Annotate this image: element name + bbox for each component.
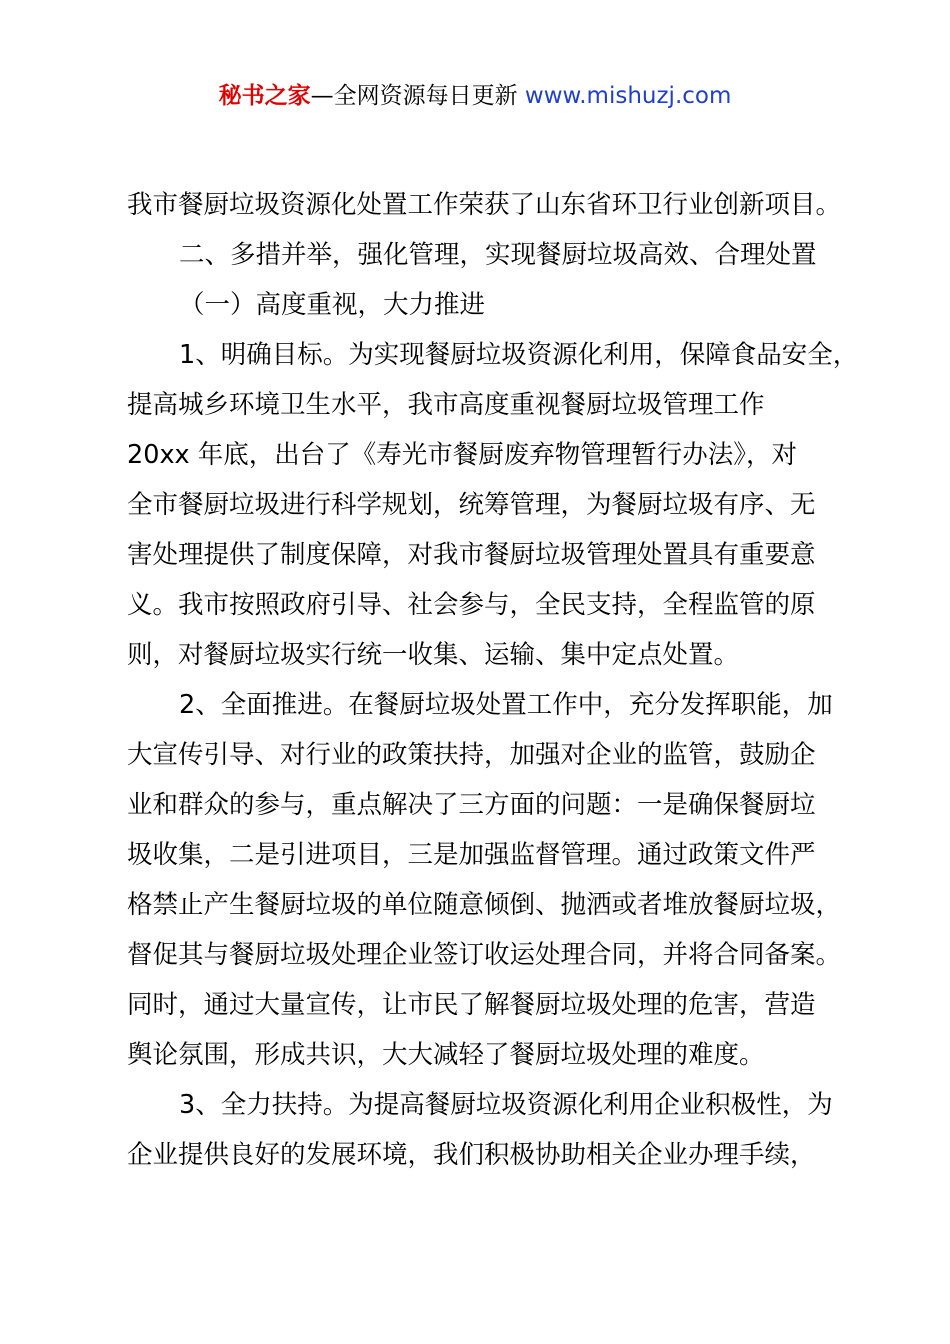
paragraph-start: 2、全面推进。在餐厨垃圾处置工作中，充分发挥职能，加 (179, 690, 833, 720)
document-body (127, 180, 862, 1180)
body-line: 企业提供良好的发展环境，我们积极协助相关企业办理手续， (127, 1140, 816, 1170)
site-header (0, 80, 950, 112)
body-line: 圾收集，二是引进项目，三是加强监督管理。通过政策文件严 (127, 840, 816, 870)
body-line: 害处理提供了制度保障，对我市餐厨垃圾管理处置具有重要意 (127, 540, 816, 570)
site-url-link[interactable]: www.mishuzj.com (524, 83, 732, 109)
site-brand: 秘书之家 (218, 83, 311, 109)
paragraph-start: 1、明确目标。为实现餐厨垃圾资源化利用，保障食品安全， (179, 340, 859, 370)
body-line: 督促其与餐厨垃圾处理企业签订收运处理合同，并将合同备案。 (127, 940, 842, 970)
body-line: 义。我市按照政府引导、社会参与，全民支持，全程监管的原 (127, 590, 816, 620)
body-line: 同时，通过大量宣传，让市民了解餐厨垃圾处理的危害，营造 (127, 990, 816, 1020)
body-line: 业和群众的参与，重点解决了三方面的问题：一是确保餐厨垃 (127, 790, 816, 820)
body-line: 格禁止产生餐厨垃圾的单位随意倾倒、抛洒或者堆放餐厨垃圾， (127, 890, 842, 920)
paragraph-start: 3、全力扶持。为提高餐厨垃圾资源化利用企业积极性，为 (179, 1090, 833, 1120)
body-line: 大宣传引导、对行业的政策扶持，加强对企业的监管，鼓励企 (127, 740, 816, 770)
body-line: 20xx 年底，出台了《寿光市餐厨废弃物管理暂行办法》，对 (127, 440, 797, 470)
body-line: 我市餐厨垃圾资源化处置工作荣获了山东省环卫行业创新项目。 (127, 190, 842, 220)
body-line: 则，对餐厨垃圾实行统一收集、运输、集中定点处置。 (127, 640, 740, 670)
body-line: 舆论氛围，形成共识，大大减轻了餐厨垃圾处理的难度。 (127, 1040, 765, 1070)
body-line: 提高城乡环境卫生水平，我市高度重视餐厨垃圾管理工作 (127, 390, 765, 420)
subsection-heading: （一）高度重视，大力推进 (179, 290, 486, 320)
site-tagline: —全网资源每日更新 (310, 83, 525, 109)
body-line: 全市餐厨垃圾进行科学规划，统筹管理，为餐厨垃圾有序、无 (127, 490, 816, 520)
section-heading: 二、多措并举，强化管理，实现餐厨垃圾高效、合理处置 (179, 240, 817, 270)
